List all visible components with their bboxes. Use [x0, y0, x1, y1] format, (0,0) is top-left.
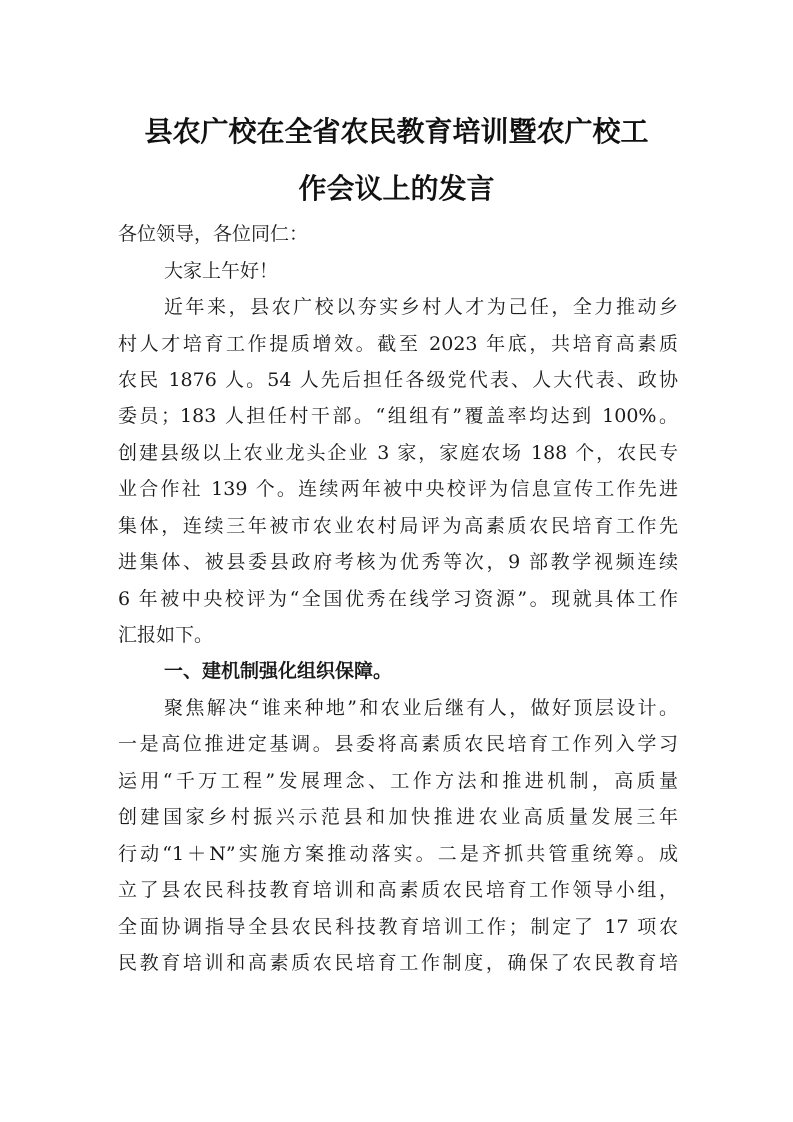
paragraph-2-line: 聚焦解决“谁来种地”和农业后继有人，做好顶层设计。 [164, 697, 678, 719]
paragraph-2-line: 一是高位推进定基调。县委将高素质农民培育工作列入学习 [118, 733, 678, 755]
section-heading: 一、建机制强化组织保障。 [164, 660, 393, 682]
paragraph-1-line: 进集体、被县委县政府考核为优秀等次，9 部教学视频连续 [118, 551, 678, 573]
paragraph-2-line: 全面协调指导全县农民科技教育培训工作；制定了 17 项农 [118, 916, 678, 938]
paragraph-1-line: 业合作社 139 个。连续两年被中央校评为信息宣传工作先进 [118, 478, 678, 500]
greeting: 大家上午好！ [164, 260, 279, 282]
paragraph-2-line: 行动“1＋N”实施方案推动落实。二是齐抓共管重统筹。成 [118, 843, 678, 865]
document-title-line-1: 县农广校在全省农民教育培训暨农广校工 [144, 115, 649, 148]
paragraph-2-line: 民教育培训和高素质农民培育工作制度，确保了农民教育培 [118, 952, 678, 974]
document-title-line-2: 作会议上的发言 [298, 172, 495, 205]
paragraph-1-line: 近年来，县农广校以夯实乡村人才为己任，全力推动乡 [164, 296, 678, 318]
paragraph-1-line: 农民 1876 人。54 人先后担任各级党代表、人大代表、政协 [118, 369, 678, 391]
paragraph-2-line: 运用“千万工程”发展理念、工作方法和推进机制，高质量 [118, 770, 678, 792]
paragraph-1-line: 6 年被中央校评为“全国优秀在线学习资源”。现就具体工作 [118, 588, 678, 610]
paragraph-1-line: 村人才培育工作提质增效。截至 2023 年底，共培育高素质 [118, 333, 678, 355]
paragraph-1-line: 汇报如下。 [118, 624, 214, 646]
paragraph-1-line: 委员；183 人担任村干部。“组组有”覆盖率均达到 100%。 [118, 405, 678, 427]
salutation: 各位领导，各位同仁： [118, 223, 309, 245]
paragraph-2-line: 立了县农民科技教育培训和高素质农民培育工作领导小组， [118, 879, 678, 901]
paragraph-1-line: 集体，连续三年被市农业农村局评为高素质农民培育工作先 [118, 515, 678, 537]
paragraph-1-line: 创建县级以上农业龙头企业 3 家，家庭农场 188 个，农民专 [118, 442, 678, 464]
paragraph-2-line: 创建国家乡村振兴示范县和加快推进农业高质量发展三年 [118, 806, 678, 828]
